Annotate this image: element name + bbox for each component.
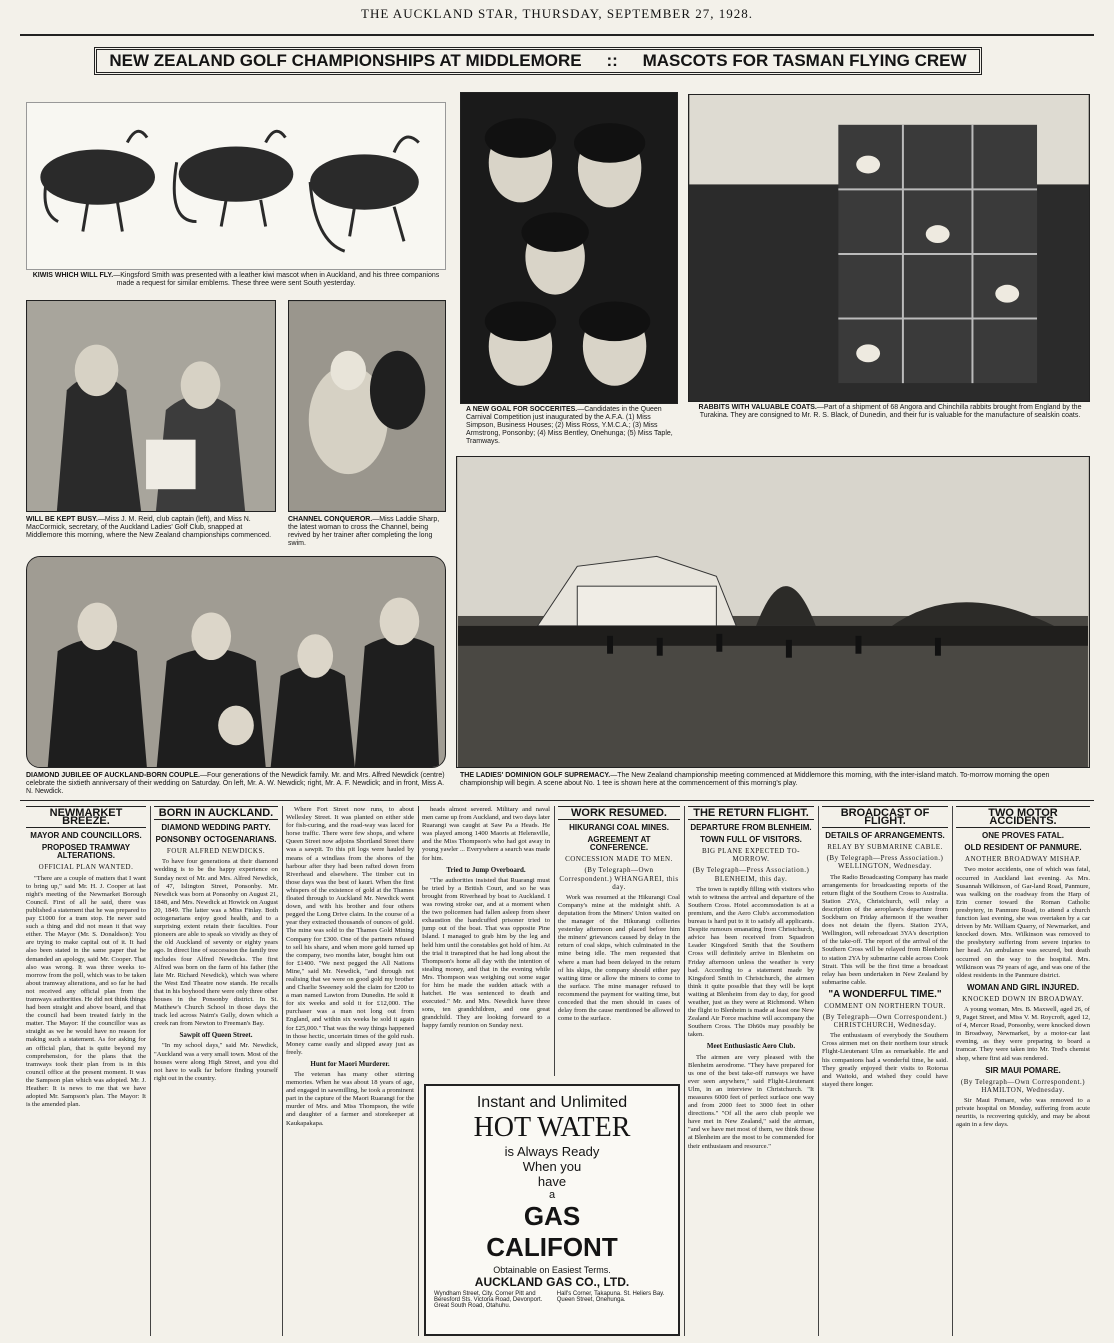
kiwis-caption xyxy=(26,272,446,288)
two-women-image xyxy=(27,301,275,511)
banner-right: MASCOTS FOR TASMAN FLYING CREW xyxy=(642,51,967,70)
soccer-caption xyxy=(466,406,676,446)
work-subhead3: CONCESSION MADE TO MEN. xyxy=(565,855,673,864)
rabbit-crates-image xyxy=(689,95,1089,401)
article-born-continued xyxy=(286,806,414,1336)
article-motor-accidents xyxy=(956,806,1090,1336)
family-portrait-image xyxy=(27,557,445,767)
broadcast-subhead2: RELAY BY SUBMARINE CABLE. xyxy=(827,843,943,852)
banner-sep: :: xyxy=(606,51,618,70)
channel-caption xyxy=(288,516,446,548)
article-return-flight xyxy=(688,806,814,1336)
ad-line3: is Always Ready xyxy=(504,1144,600,1159)
ad-addresses-right: Hall's Corner, Takapuna. St. Heliers Bay. Queen Street, Onehunga. xyxy=(556,1291,665,1303)
jubilee-caption-title: DIAMOND JUBILEE OF AUCKLAND-BORN COUPLE. xyxy=(26,772,200,779)
ad-line1: Instant and Unlimited xyxy=(476,1094,628,1111)
jubilee-caption xyxy=(26,772,446,796)
channel-caption-text: —Miss Laddie Sharp, the latest woman to cross the Channel, being revived by her trainer after completing the long swim. xyxy=(288,516,440,547)
col-divider xyxy=(818,806,819,1336)
masthead-rule xyxy=(20,34,1094,36)
born-cont2-subhead: Tried to Jump Overboard. xyxy=(446,865,526,874)
rabbits-caption-title: RABBITS WITH VALUABLE COATS. xyxy=(698,404,817,411)
pomare-headline: SIR MAUI POMARE. xyxy=(985,1065,1061,1075)
accidents-body: Two motor accidents, one of which was fatal, occurred in Auckland last evening. As Mrs. Susannah Wilkinson, of Gar-land Road, Panmure, was walking on the roadway from the Harp of Erin corner toward the Roman Catholic presbytery, in Panmure Road, to attend a church function last evening, she was overtaken by a car driven by Mr. William Quarry, of Newmarket, and knocked down. Mrs. Wilkinson was removed to the presbytery suffering from severe injuries to her head. An ambulance was secured, but death occurred on the way to the hospital. Mrs. Wilkinson was 79 years of age, and was one of the oldest residents in the Panmure district. xyxy=(956,866,1090,979)
ad-addresses-left: Wyndham Street, City. Corner Pitt and Beresford Sts. Victoria Road, Devonport. Great South Road, Otahuhu. xyxy=(434,1291,543,1309)
born-subhead3: FOUR ALFRED NEWDICKS. xyxy=(166,847,266,856)
newmarket-subhead2: PROPOSED TRAMWAY ALTERATIONS. xyxy=(41,843,131,861)
born-body: To have four generations at their diamond wedding is to be the happy experience on Sunday next of Mr. and Mrs. Alfred Newdick, of 47, Islington Street, Ponsonby. Mr. Newdick was born at Ponsonby on August 21, 1848, and Mrs. Newdick at Howick on August 20, 1849. The latter was a Miss Finlay. Both octogenarians enjoy good health, and to a surprising extent retain their faculties. Four pioneers are able to speak so vividly as they of the old Auckland of seventy or eighty years ago. In direct line of succession the family tree includes four Alfred Newdicks. The first Alfred was born on the farm of his father (the late Mr. Richard Newdick), which was where the West End Theatre now stands. He recalls that in his boyhood there were only three other houses in the Ponsonby district. In St. Matthew's Church School in those days the track led across Nairn's Gully, down which a creek ran from Newton to Freeman's Bay. xyxy=(154,858,278,1028)
ladies-caption-text: —The New Zealand championship meeting commenced at Middlemore this morning, with the inter-island match. To-morrow morning the open championship will begin. A scene about No. 1 tee is shown here at the commencement of this morning's play. xyxy=(460,772,1050,787)
broadcast-body: The Radio Broadcasting Company has made arrangements for broadcasting reports of the return flight of the Southern Cross to Australia. Station 2YA, Christchurch, will relay a description of the aeroplane's departure from Sockburn on Friday afternoon if the weather does not detain the flyers. Station 2YA, Wellington, will rebroadcast 3YA's description of the take-off. The report of the arrival of the Southern Cross will be relayed from Blenheim to station 2YA by submarine cable across Cook Strait. This will be the first time a broadcast relay has been undertaken in New Zealand by submarine cable. xyxy=(822,873,948,986)
masthead: THE AUCKLAND STAR, THURSDAY, SEPTEMBER 27, 1928. xyxy=(361,6,753,21)
rabbits-caption-text: —Part of a shipment of 68 Angora and Chinchilla rabbits brought from England by the Turakina. They are consigned to Mr. R. S. Black, of Dunedin, and their fur is valuable for the manufacture of sealskin coats. xyxy=(699,404,1082,419)
accidents-subhead5: KNOCKED DOWN IN BROADWAY. xyxy=(962,994,1084,1003)
broadcast-body2: The enthusiasm of everybody the Southern Cross airmen met on their northern tour struck Flight-Lieutenant Ulm as remarkable. He and his companions had a wonderful time, he said. They greatly enjoyed their visits to Rotorua and Waitoki, and wished they could have stayed there longer. xyxy=(822,1032,948,1088)
newmarket-subhead: MAYOR AND COUNCILLORS. xyxy=(30,831,142,841)
newmarket-body: "There are a couple of matters that I want to bring up," said Mr. H. J. Cooper at last night's meeting of the Newmarket Borough Council. First of all he said, there was published a statement that he was prepared to pay £1000 for a tram stop. He never said such a thing and did not mean it that way either. The Mayor (Mr. S. Donaldson): You are trying to make capital out of it. It had also been stated in the same paper that he demanded an apology, said Mr. Cooper. That also was wrong. It was three weeks to-morrow from the poll, which was to be taken about tramway alterations, and so far he had not received any official plan from the tramways authorities. He did not think things had been straight and above board, and that the council had been treated fairly in the matter. The Mayor: If the councillor was as straight as we he would have no reason for making such a statement. As for asking for an official plan, that is quite beyond my comprehension, for the plans that the tramways took their plan from is in this council office at the present moment. It was the Sampson plan which was adopted. Mr. J. Heather: It is news to me that we have adopted Mr. Sampson's plan. The Mayor: It is the amended plan. xyxy=(26,874,146,1109)
ladies-caption-title: THE LADIES' DOMINION GOLF SUPREMACY. xyxy=(460,772,611,779)
born-cont2-body2: "The authorities insisted that Ruarangi must be tried by a British Court, and so he was brought from Riverhead by boat to Auckland. I was rowing stroke oar, and at a moment when the two policemen had fallen asleep from sheer exhaustion the handcuffed prisoner tried to jump out of the boat. That was opposite Pine Island. I managed to grab him by the leg and held him until the constables got hold of him. At the trial it transpired that he had long about the Thompson's home all day with the intention of stealing money, and that in the evening while Mrs. Thompson was weighing out some sugar for him he made the sudden attack with a hatchet. He was sentenced to death and executed." Mr. and Mrs. Newdick have three sons, ten grandchildren, and one great grandchild. They are looking forward to a happy family reunion on Sunday next. xyxy=(422,876,550,1030)
broadcast-dateline: (By Telegraph—Press Association.) WELLINGTON, Wednesday. xyxy=(826,854,944,871)
golf-officials-photo xyxy=(26,300,276,512)
newdick-family-photo xyxy=(26,556,446,768)
pomare-body: Sir Maui Pomare, who was removed to a private hospital on Monday, suffering from acute neuritis, is recovering quickly, and may be about again in a few days. xyxy=(956,1096,1090,1129)
born-subhead: DIAMOND WEDDING PARTY. xyxy=(161,823,271,833)
born-subhead4: Sawpit off Queen Street. xyxy=(179,1031,253,1040)
born-cont-body: Where Fort Street now runs, to about Wellesley Street. It was planted on either side for fish-curing, and the road-way was laced for horse traffic. There were few shops, and where Queen Street now adjoins Shortland Street there was a sawpit. To this pit logs were hauled by means of a windlass from the shores of the harbour after they had been rafted down from Riverhead and elsewhere. The timber cut in those days was the best of kauri. When the first whispers of the existence of gold at the Thames floated through to Auckland Mr. Newdick went down, and with his brother and four others pegged the Long Drive claim. In the course of a year they extracted thousands of ounces of gold. The mine was sold to the Thames Gold Mining Company for £300. One of the partners refused to sell his share, and when more gold turned up the company, two months later, bought him out for £1400. "We next pegged the All Nations Mine," said Mr. Newdick, "and through not realising that we were on good gold my brother and Charlie Sweeney sold the claim for £200 to a man named Lawton from Dunedin. He sold it for six weeks and sold it for £12,000. The purchaser was a man not long out from England, and within six weeks he sold it again for £25,000." That was the way things happened in those hectic, uncertain times of the gold rush. Money came easily and slipped away just as freely. xyxy=(286,806,414,1056)
ladies-caption xyxy=(460,772,1090,788)
newmarket-subhead3: OFFICIAL PLAN WANTED. xyxy=(38,863,134,872)
accidents-subhead2: OLD RESIDENT OF PANMURE. xyxy=(964,843,1082,853)
article-broadcast xyxy=(822,806,948,1336)
flight-dateline: (By Telegraph—Press Association.) BLENHEIM, this day. xyxy=(692,866,810,883)
broadcast-subhead4: COMMENT ON NORTHERN TOUR. xyxy=(824,1001,946,1010)
ladies-golf-photo xyxy=(456,456,1090,768)
channel-swimmer-photo xyxy=(288,300,446,512)
portraits-image xyxy=(461,93,677,403)
page-banner xyxy=(94,47,982,75)
broadcast-headline: BROADCAST OF FLIGHT. xyxy=(822,806,948,828)
article-newmarket xyxy=(26,806,146,1336)
flight-body2: The airmen are very pleased with the Blenheim aerodrome. "They have prepared for us one of the best take-off runways we have ever seen anywhere," said Flight-Lieutenant Ulm, in an interview in Christchurch. "It measures 6000 feet of perfect surface one way and from 2000 feet to 3000 feet in other directions." "Of all the aero club people we have met in New Zealand," said the airman, "and we have met most of them, we think those at Blenheim are the most to be commended for their enthusiasm and resource." xyxy=(688,1053,814,1150)
ad-line4: When you xyxy=(522,1159,582,1174)
born-body2: "In my school days," said Mr. Newdick, "Auckland was a very small town. Most of the houses were along High Street, and you did not have to walk far before finding yourself right out in the country. xyxy=(154,1042,278,1082)
work-headline: WORK RESUMED. xyxy=(558,806,680,820)
accidents-subhead4: WOMAN AND GIRL INJURED. xyxy=(967,982,1079,992)
accidents-body2: A young woman, Mrs. B. Maxwell, aged 26, of 9, Paget Street, and Miss V. M. Roycroft, aged 12, of 4, Mercer Road, Ponsonby, were knocked down in Broadway, Newmarket, by a motor-car last evening, as they were preparing to board a tramcar. They were taken into Mr. Tred's chemist shop, where first aid was rendered. xyxy=(956,1005,1090,1062)
article-work-resumed xyxy=(558,806,680,1076)
flight-subhead: DEPARTURE FROM BLENHEIM. xyxy=(690,823,812,833)
flight-subhead2: TOWN FULL OF VISITORS. xyxy=(700,835,802,845)
born-cont-body2: The veteran has many other stirring memories. When he was about 18 years of age, and engaged in sawmilling, he took a prominent part in the capture of the Maori Ruarangi for the murder of Mrs. and Miss Thompson, the wife and daughter of a farmer and storekeeper at Kaukapakapa. xyxy=(286,1071,414,1127)
flight-headline: THE RETURN FLIGHT. xyxy=(688,806,814,820)
section-rule xyxy=(20,800,1094,801)
work-subhead2: AGREEMENT AT CONFERENCE. xyxy=(587,835,651,853)
swimmer-image xyxy=(289,301,445,511)
born-headline: BORN IN AUCKLAND. xyxy=(154,806,278,820)
flight-subhead3: BIG PLANE EXPECTED TO-MORROW. xyxy=(701,847,801,864)
gas-califont-advertisement xyxy=(424,1084,680,1336)
work-dateline: (By Telegraph—Own Correspondent.) WHANGAREI, this day. xyxy=(559,866,679,891)
channel-caption-title: CHANNEL CONQUEROR. xyxy=(288,516,373,523)
born-cont2-body: heads almost severed. Military and naval men came up from Auckland, and two days later Ruarangi was caught at Saw Pa a Heads. He was played among 1400 Maoris at Helensville, and the Miss Thompson's who had got away in young yawler ... Everywhere a search was made for him. xyxy=(422,806,550,862)
jubilee-caption-text: —Four generations of the Newdick family. Mr. and Mrs. Alfred Newdick (centre) celebrate the sixtieth anniversary of their wedding on Saturday. On left, Mr. A. W. Newdick; right, Mr. A. F. Newdick; and in front, Miss A. N. Newdick. xyxy=(26,772,445,795)
flight-body: The town is rapidly filling with visitors who wish to witness the arrival and departure of the Southern Cross. Hotel accommodation is at a premium, and the Aero Club's accommodation bureau is hard put to it to satisfy all applicants. Despite rumours emanating from Christchurch, advice has been received from Squadron Leader Kingsford Smith that the Southern Cross will definitely arrive in Blenheim on Friday afternoon unless the weather is very bad. According to a statement made by Kingsford Smith in Christchurch, the airmen think it quite possible that they will be kept waiting at Blenheim from day to day, for good weather, just as they were at Richmond. When the flight to Blenheim is made at least one New Zealand Air Force machine will accompany the Southern Cross. The Dh60s may possibly be taken. xyxy=(688,885,814,1039)
golf-course-scene-image xyxy=(457,457,1089,767)
rabbits-caption xyxy=(690,404,1090,420)
broadcast-subhead3: "A WONDERFUL TIME." xyxy=(828,988,942,1000)
busy-caption xyxy=(26,516,276,540)
work-body: Work was resumed at the Hikurangi Coal Company's mine at the midnight shift. A deputation from the Miners' Union waited on the manager of the Hikurangi collieries yesterday afternoon and placed before him the miners' grievances caused by delay in the return of coal skips, which culminated in the mine being idle. The men requested that where a man had been delayed in the return of his skips, the company should either pay waiting time or allow the miners to come to the surface. The mine manager refused to recommend the payment for waiting time, but conceded that the men should in cases of delay from the cause mentioned be allowed to come to the surface. xyxy=(558,893,680,1023)
newmarket-headline: NEWMARKET BREEZE. xyxy=(26,806,146,828)
col-divider xyxy=(418,806,419,1336)
article-born-in-auckland xyxy=(154,806,278,1336)
kiwis-photo xyxy=(26,102,446,270)
ad-line6: a xyxy=(548,1189,556,1201)
broadcast-dateline2: (By Telegraph—Own Correspondent.) CHRISTCHURCH, Wednesday. xyxy=(822,1013,948,1030)
ad-addresses xyxy=(426,1289,678,1311)
accidents-subhead: ONE PROVES FATAL. xyxy=(982,831,1064,841)
broadcast-subhead: DETAILS OF ARRANGEMENTS. xyxy=(825,831,945,841)
work-subhead: HIKURANGI COAL MINES. xyxy=(569,823,669,833)
soccer-caption-title: A NEW GOAL FOR SOCCERITES. xyxy=(466,406,578,413)
born-subhead2: PONSONBY OCTOGENARIANS. xyxy=(155,835,277,845)
busy-caption-text: —Miss J. M. Reid, club captain (left), and Miss N. MacCormick, secretary, of the Auckland Ladies' Golf Club, snapped at Middlemore this morning, where the New Zealand championships commenced. xyxy=(26,516,272,539)
col-divider xyxy=(554,806,555,1076)
soccer-caption-text: —Candidates in the Queen Carnival Competition just inaugurated by the A.F.A. (1) Miss Simpson, Business Houses; (2) Miss Ross, Y.M.C.A.; (3) Miss Armstrong, Ponsonby; (4) Miss Bentley, Onehunga; (5) Miss Taple, Tramways. xyxy=(466,406,673,445)
ad-line10: AUCKLAND GAS CO., LTD. xyxy=(474,1275,630,1289)
ad-line9: Obtainable on Easiest Terms. xyxy=(493,1265,611,1275)
col-divider xyxy=(282,806,283,1336)
ad-line2: HOT WATER xyxy=(473,1112,631,1143)
banner-left: NEW ZEALAND GOLF CHAMPIONSHIPS AT MIDDLEMORE xyxy=(109,51,582,70)
flight-subhead4: Meet Enthusiastic Aero Club. xyxy=(706,1042,796,1051)
col-divider xyxy=(150,806,151,1336)
col-divider xyxy=(952,806,953,1336)
col-divider xyxy=(684,806,685,1336)
born-cont-subhead: Hunt for Maori Murderer. xyxy=(310,1059,390,1068)
soccer-candidates-photo xyxy=(460,92,678,404)
accidents-subhead3: ANOTHER BROADWAY MISHAP. xyxy=(965,855,1081,864)
ad-line7: GAS xyxy=(523,1201,581,1231)
busy-caption-title: WILL BE KEPT BUSY. xyxy=(26,516,98,523)
kiwis-caption-title: KIWIS WHICH WILL FLY. xyxy=(32,272,114,279)
article-born-continued-2 xyxy=(422,806,550,1076)
kiwi-mascots-image xyxy=(27,103,445,269)
ad-line8: CALIFONT xyxy=(486,1232,618,1262)
rabbits-photo xyxy=(688,94,1090,402)
kiwis-caption-text: —Kingsford Smith was presented with a leather kiwi mascot when in Auckland, and his three companions made a request for similar emblems. These three were sent South yesterday. xyxy=(113,272,440,287)
ad-line5: have xyxy=(537,1174,567,1189)
accidents-headline: TWO MOTOR ACCIDENTS. xyxy=(956,806,1090,828)
pomare-dateline: (By Telegraph—Own Correspondent.) HAMILTON, Wednesday. xyxy=(960,1077,1086,1094)
